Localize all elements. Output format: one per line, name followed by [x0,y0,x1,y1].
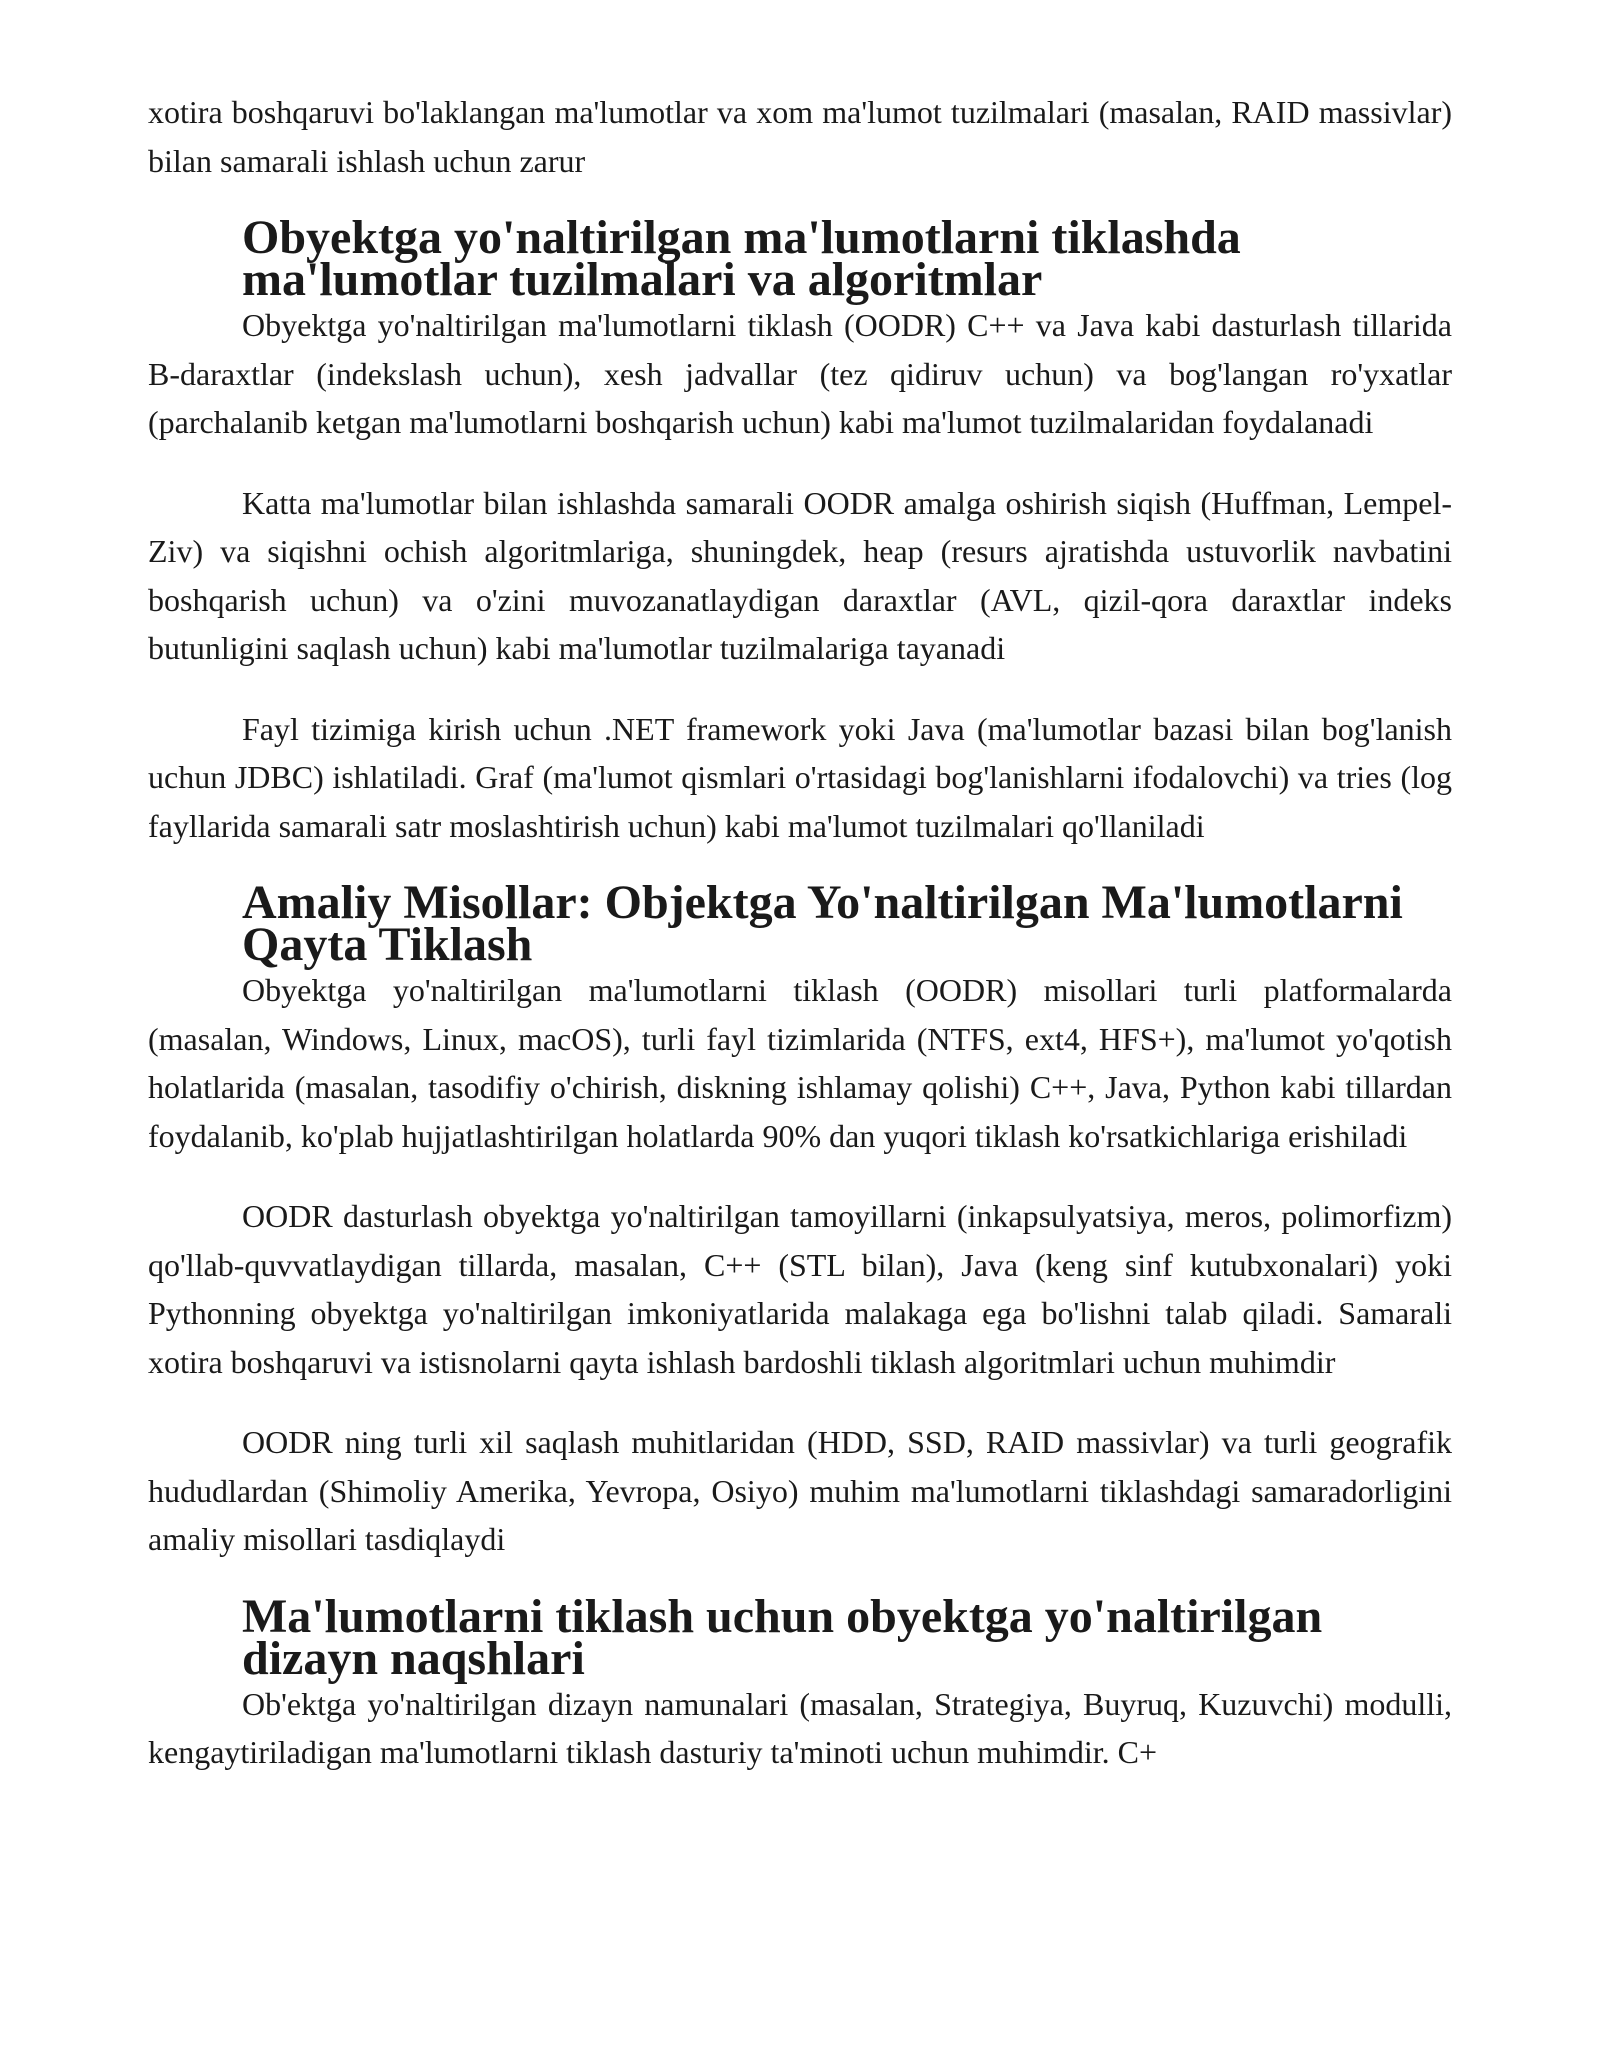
paragraph-oodr-structures: Obyektga yo'naltirilgan ma'lumotlarni tiklash (OODR) C++ va Java kabi dasturlash tillarida B-daraxtlar (indekslash uchun), xesh jadvallar (tez qidiruv uchun) va bog'langan ro'yxatlar (parchalanib ketgan ma'lumotlarni boshqarish uchun) kabi ma'lumot tuzilmalaridan foydalanadi [148,307,1452,440]
section-heading-design-patterns: Ma'lumotlarni tiklash uchun obyektga yo'naltirilgan dizayn naqshlari [242,1589,1323,1685]
paragraph-oop-principles: OODR dasturlash obyektga yo'naltirilgan tamoyillarni (inkapsulyatsiya, meros, polimorfizm) qo'llab-quvvatlaydigan tillarda, masalan, C++ (STL bilan), Java (keng sinf kutubxonalari) yoki Pythonning obyektga yo'naltirilgan imkoniyatlarida malakaga ega bo'lishni talab qiladi. Samarali xotira boshqaruvi va istisnolarni qayta ishlash bardoshli tiklash algoritmlari uchun muhimdir [148,1198,1452,1380]
spacer [148,1386,1452,1418]
document-page [148,88,1452,1777]
spacer [148,673,1452,705]
paragraph-design-patterns: Ob'ektga yo'naltirilgan dizayn namunalari (masalan, Strategiya, Buyruq, Kuzuvchi) modulli, kengaytiriladigan ma'lumotlarni tiklash dasturiy ta'minoti uchun muhimdir. C+ [148,1685,1452,1770]
paragraph-continuation: xotira boshqaruvi bo'laklangan ma'lumotlar va xom ma'lumot tuzilmalari (masalan, RAID massivlar) bilan samarali ishlash uchun zarur [148,94,1452,179]
paragraph-compression: Katta ma'lumotlar bilan ishlashda samarali OODR amalga oshirish siqish (Huffman, Lempel-Ziv) va siqishni ochish algoritmlariga, shuningdek, heap (resurs ajratishda ustuvorlik navbatini boshqarish uchun) va o'zini muvozanatlaydigan daraxtlar (AVL, qizil-qora daraxtlar indeks butunligini saqlash uchun) kabi ma'lumotlar tuzilmalariga tayanadi [148,484,1452,666]
section-heading-data-structures: Obyektga yo'naltirilgan ma'lumotlarni tiklashda ma'lumotlar tuzilmalari va algoritmlar [242,211,1241,306]
paragraph-oodr-examples: Obyektga yo'naltirilgan ma'lumotlarni tiklash (OODR) misollari turli platformalarda (masalan, Windows, Linux, macOS), turli fayl tizimlarida (NTFS, ext4, HFS+), ma'lumot yo'qotish holatlarida (masalan, tasodifiy o'chirish, diskning ishlamay qolishi) C++, Java, Python kabi tillardan foydalanib, ko'plab hujjatlashtirilgan holatlarda 90% dan yuqori tiklash ko'rsatkichlariga erishiladi [148,972,1452,1154]
section-heading-practical-examples: Amaliy Misollar: Objektga Yo'naltirilgan Ma'lumotlarni Qayta Tiklash [242,876,1403,971]
paragraph-filesystem-access: Fayl tizimiga kirish uchun .NET framework yoki Java (ma'lumotlar bazasi bilan bog'lanish uchun JDBC) ishlatiladi. Graf (ma'lumot qismlari o'rtasidagi bog'lanishlarni ifodalovchi) va tries (log fayllarida samarali satr moslashtirish uchun) kabi ma'lumot tuzilmalari qo'llaniladi [148,710,1452,844]
spacer [148,447,1452,479]
spacer [148,1160,1452,1192]
paragraph-storage-media: OODR ning turli xil saqlash muhitlaridan (HDD, SSD, RAID massivlar) va turli geografik hududlardan (Shimoliy Amerika, Yevropa, Osiyo) muhim ma'lumotlarni tiklashdagi samaradorligini amaliy misollari tasdiqlaydi [148,1424,1452,1557]
